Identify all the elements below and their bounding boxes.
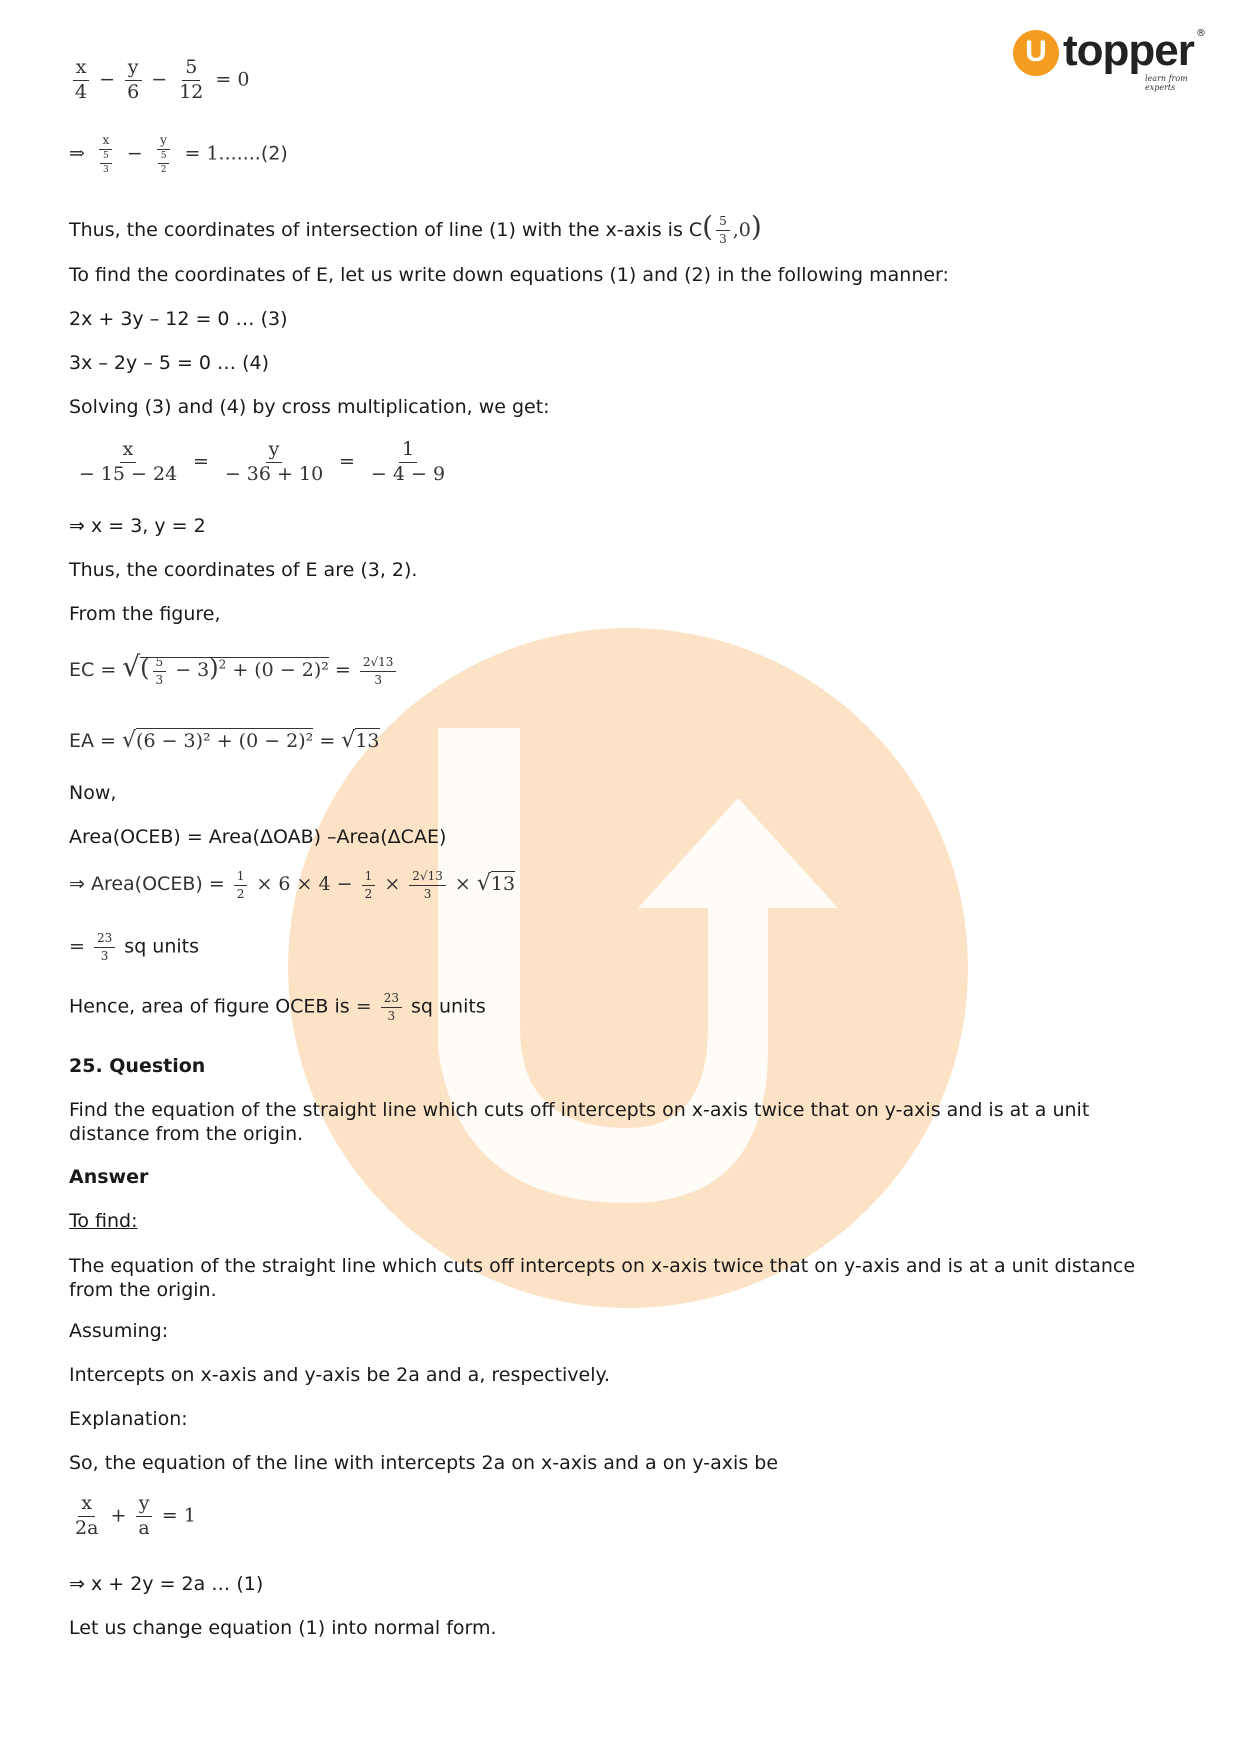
answer-heading: Answer	[69, 1166, 149, 1188]
cross-multiplication: $\frac{x}{- 15 - 24}$ = $\frac{y}{- 36 + 10}$ = $\frac{1}{- 4 - 9}$	[78, 438, 446, 485]
now-text: Now,	[69, 782, 117, 804]
normal-form-text: Let us change equation (1) into normal form.	[69, 1617, 497, 1639]
xy-result: ⇒ x = 3, y = 2	[69, 515, 206, 537]
hence-text: Hence, area of figure OCEB is = $\frac{23}{3}$ sq units	[69, 991, 486, 1023]
logo-wordmark: topper	[1063, 26, 1194, 75]
area-definition: Area(OCEB) = Area(ΔOAB) –Area(ΔCAE)	[69, 826, 447, 848]
utopper-logo	[1013, 26, 1213, 92]
find-e-text: To find the coordinates of E, let us write down equations (1) and (2) in the following manner:	[69, 264, 949, 286]
solving-text: Solving (3) and (4) by cross multiplication, we get:	[69, 396, 550, 418]
equation-3: 2x + 3y – 12 = 0 … (3)	[69, 308, 288, 330]
equation-4: 3x – 2y – 5 = 0 … (4)	[69, 352, 269, 374]
explanation-label: Explanation:	[69, 1408, 188, 1430]
equation-2: ⇒ $\frac{x}{\frac{5}{3}}$ − $\frac{y}{\frac{5}{2}}$ = 1.......(2)	[69, 133, 288, 176]
question-text: Find the equation of the straight line which cuts off intercepts on x-axis twice that on y-axis and is at a unit distance from the origin.	[69, 1099, 1090, 1145]
equation-1-final: ⇒ x + 2y = 2a … (1)	[69, 1573, 264, 1595]
to-find-label: To find:	[69, 1210, 138, 1232]
area-expression: ⇒ Area(OCEB) = $\frac{1}{2}$ × 6 × 4 − $\frac{1}{2}$ × $\frac{2√13}{3}$ × √13	[69, 869, 516, 901]
coords-e-text: Thus, the coordinates of E are (3, 2).	[69, 559, 418, 581]
equation-intercept-form: $\frac{x}{4}$ − $\frac{y}{6}$ − $\frac{5}{12}$ = 0	[69, 58, 249, 103]
watermark-logo	[288, 628, 968, 1308]
intercepts-text: Intercepts on x-axis and y-axis be 2a and a, respectively.	[69, 1364, 611, 1386]
intersection-text: Thus, the coordinates of intersection of line (1) with the x-axis is C( $\frac{5}{3}$ ,0)	[69, 210, 762, 246]
area-result: = $\frac{23}{3}$ sq units	[69, 931, 200, 963]
to-find-text: The equation of the straight line which cuts off intercepts on x-axis twice that on y-axis and is at a unit distance from the origin.	[69, 1255, 1136, 1301]
registered-mark: ®	[1196, 28, 1206, 39]
assuming-label: Assuming:	[69, 1320, 169, 1342]
so-equation-text: So, the equation of the line with intercepts 2a on x-axis and a on y-axis be	[69, 1452, 779, 1474]
question-heading: 25. Question	[69, 1055, 206, 1077]
logo-mark: U	[1013, 30, 1059, 76]
logo-tagline: learn from experts	[1145, 74, 1188, 92]
from-figure-text: From the figure,	[69, 603, 221, 625]
intercept-equation: $\frac{x}{2a}$ + $\frac{y}{a}$ = 1	[75, 1492, 196, 1539]
ec-equation: EC = √( $\frac{5}{3}$ − 3)$^2$ + (0 − 2)² = $\frac{2√13}{3}$	[69, 650, 399, 686]
ea-equation: EA = √(6 − 3)² + (0 − 2)² = √13	[69, 728, 380, 753]
